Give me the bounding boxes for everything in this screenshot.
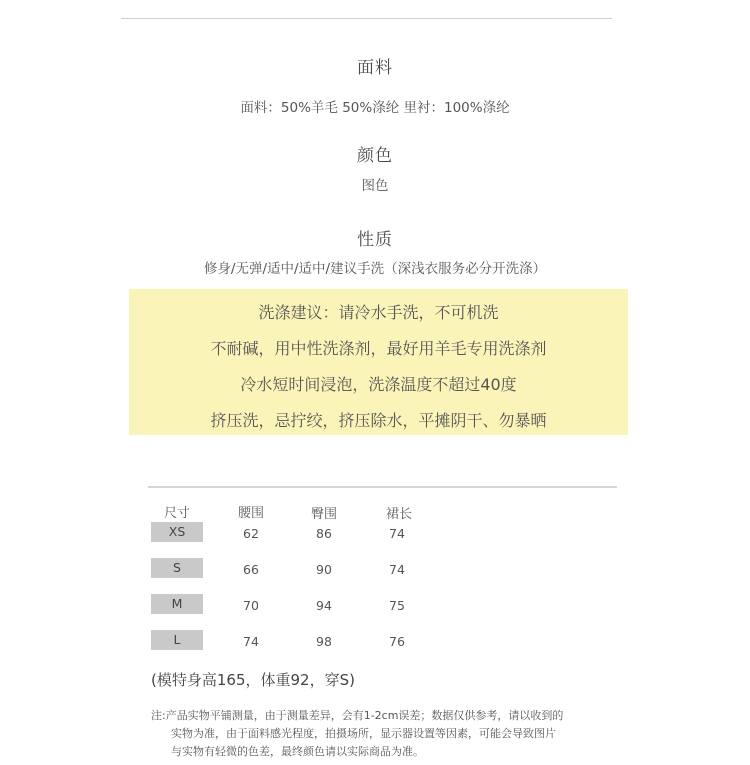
length-value: 76 [389, 634, 405, 649]
hip-value: 90 [316, 562, 332, 577]
size-badge-l: L [151, 630, 203, 650]
header-hip: 臀围 [310, 507, 337, 522]
properties-detail: 修身/无弹/适中/适中/建议手洗（深浅衣服务必分开洗涤） [203, 261, 547, 277]
hip-value: 86 [316, 526, 332, 541]
properties-heading: 性质 [357, 230, 393, 250]
hip-value: 94 [316, 598, 332, 613]
care-line-2: 不耐碱，用中性洗涤剂，最好用羊毛专用洗涤剂 [210, 339, 547, 358]
size-badge-m: M [151, 594, 203, 614]
length-value: 74 [389, 562, 405, 577]
model-info: (模特身高165，体重92，穿S) [151, 671, 355, 689]
waist-value: 66 [243, 562, 259, 577]
header-waist: 腰围 [237, 506, 264, 521]
length-value: 74 [389, 526, 405, 541]
waist-value: 70 [243, 598, 259, 613]
color-heading: 颜色 [357, 146, 393, 166]
fabric-detail: 面料：50%羊毛 50%涤纶 里衬：100%涤纶 [240, 100, 510, 116]
color-detail: 图色 [361, 178, 389, 194]
care-line-1: 洗涤建议：请冷水手洗，不可机洗 [258, 303, 499, 322]
size-table-divider [148, 486, 617, 488]
fabric-heading: 面料 [357, 58, 393, 78]
care-line-3: 冷水短时间浸泡，洗涤温度不超过40度 [240, 375, 517, 394]
note-line-1: 注:产品实物平铺测量，由于测量差异，会有1-2cm误差；数据仅供参考，请以收到的 [151, 709, 564, 722]
note-line-3: 与实物有轻微的色差，最终颜色请以实际商品为准。 [171, 745, 424, 758]
size-badge-xs: XS [151, 522, 203, 542]
length-value: 75 [389, 598, 405, 613]
header-size: 尺寸 [163, 506, 190, 521]
waist-value: 62 [243, 526, 259, 541]
header-length: 裙长 [385, 507, 412, 522]
care-instructions-box [129, 289, 628, 435]
size-badge-s: S [151, 558, 203, 578]
top-divider [121, 18, 612, 19]
note-line-2: 实物为准，由于面料感光程度，拍摄场所，显示器设置等因素，可能会导致图片 [171, 727, 556, 740]
waist-value: 74 [243, 634, 259, 649]
hip-value: 98 [316, 634, 332, 649]
care-line-4: 挤压洗，忌拧绞，挤压除水，平摊阴干、勿暴晒 [210, 411, 547, 430]
